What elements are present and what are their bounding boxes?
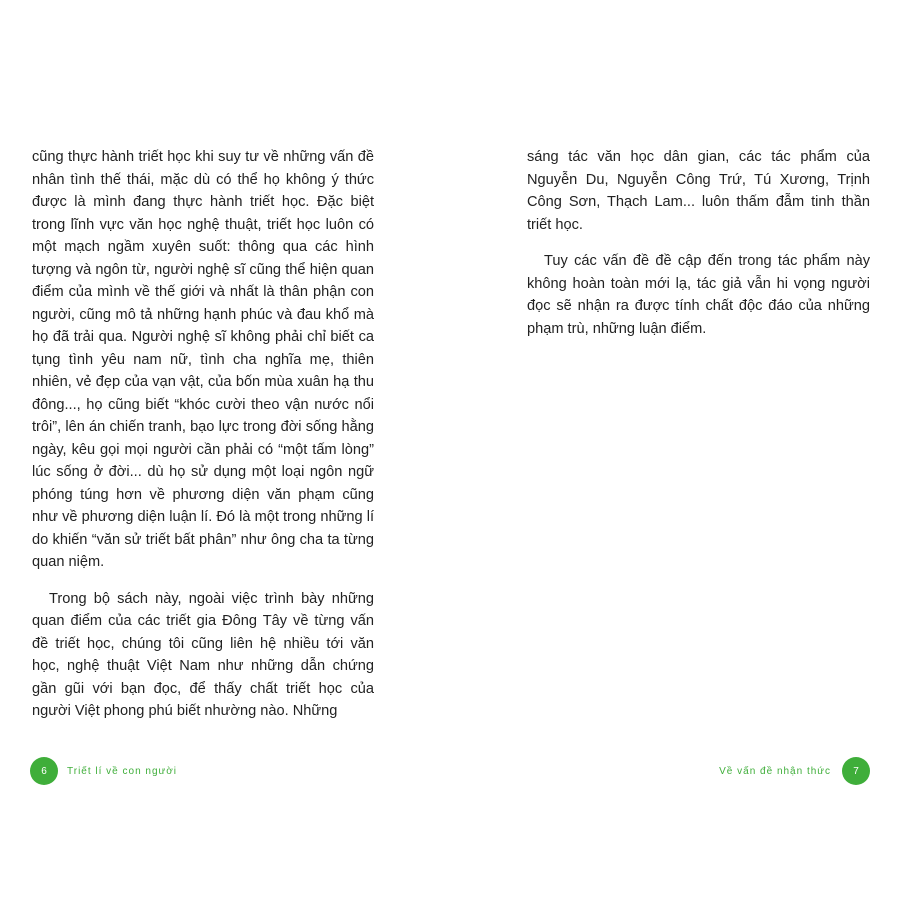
right-paragraph-1: sáng tác văn học dân gian, các tác phẩm của Nguyễn Du, Nguyễn Công Trứ, Tú Xương, Trịnh Công Sơn, Thạch Lam... luôn thấm đẫm tinh thần triết học.: [527, 149, 870, 233]
left-text-column: [32, 146, 374, 723]
right-page-number-badge: 7: [842, 757, 870, 785]
right-paragraph-2: Tuy các vấn đề đề cập đến trong tác phẩm này không hoàn toàn mới lạ, tác giả vẫn hi vọng người đọc sẽ nhận ra được tính chất độc đáo của những phạm trù, những luận điểm.: [527, 253, 870, 337]
right-text-column: [527, 146, 870, 340]
left-running-head: Triết lí về con người: [67, 765, 178, 777]
right-page: [450, 0, 900, 900]
left-page-number-badge: 6: [30, 757, 58, 785]
left-paragraph-2: Trong bộ sách này, ngoài việc trình bày những quan điểm của các triết gia Đông Tây về từng vấn đề triết học, chúng tôi cũng liên hệ nhiều tới văn học, nghệ thuật Việt Nam như những dẫn chứng gần gũi với bạn đọc, để thấy chất triết học của người Việt phong phú biết nhường nào. Những: [32, 590, 374, 719]
right-running-head: Về vấn đề nhận thức: [719, 765, 831, 777]
left-footer: [30, 757, 177, 785]
right-footer: [719, 757, 870, 785]
left-paragraph-1: cũng thực hành triết học khi suy tư về những vấn đề nhân tình thế thái, mặc dù có thể họ không ý thức được là mình đang thực hành triết học. Đặc biệt trong lĩnh vực văn học nghệ thuật, triết học luôn có một mạch ngầm xuyên suốt: thông qua các hình tượng và ngôn từ, người nghệ sĩ cũng thể hiện quan điểm của mình về thế giới và nhất là thân phận con người, cũng mô tả những hạnh phúc và đau khổ mà họ đã trải qua. Người nghệ sĩ không phải chỉ biết ca tụng tình yêu nam nữ, tình cha nghĩa mẹ, thiên nhiên, vẻ đẹp của vạn vật, của bốn mùa xuân hạ thu đông..., họ cũng biết “khóc cười theo vận nước nổi trôi”, lên án chiến tranh, bạo lực trong đời sống hằng ngày, kêu gọi mọi người cần phải có “một tấm lòng” lúc sống ở đời... dù họ sử dụng một loại ngôn ngữ phóng túng hơn về phương diện văn phạm cũng như về phương diện luận lí. Đó là một trong những lí do khiến “văn sử triết bất phân” như ông cha ta từng quan niệm.: [32, 149, 374, 570]
